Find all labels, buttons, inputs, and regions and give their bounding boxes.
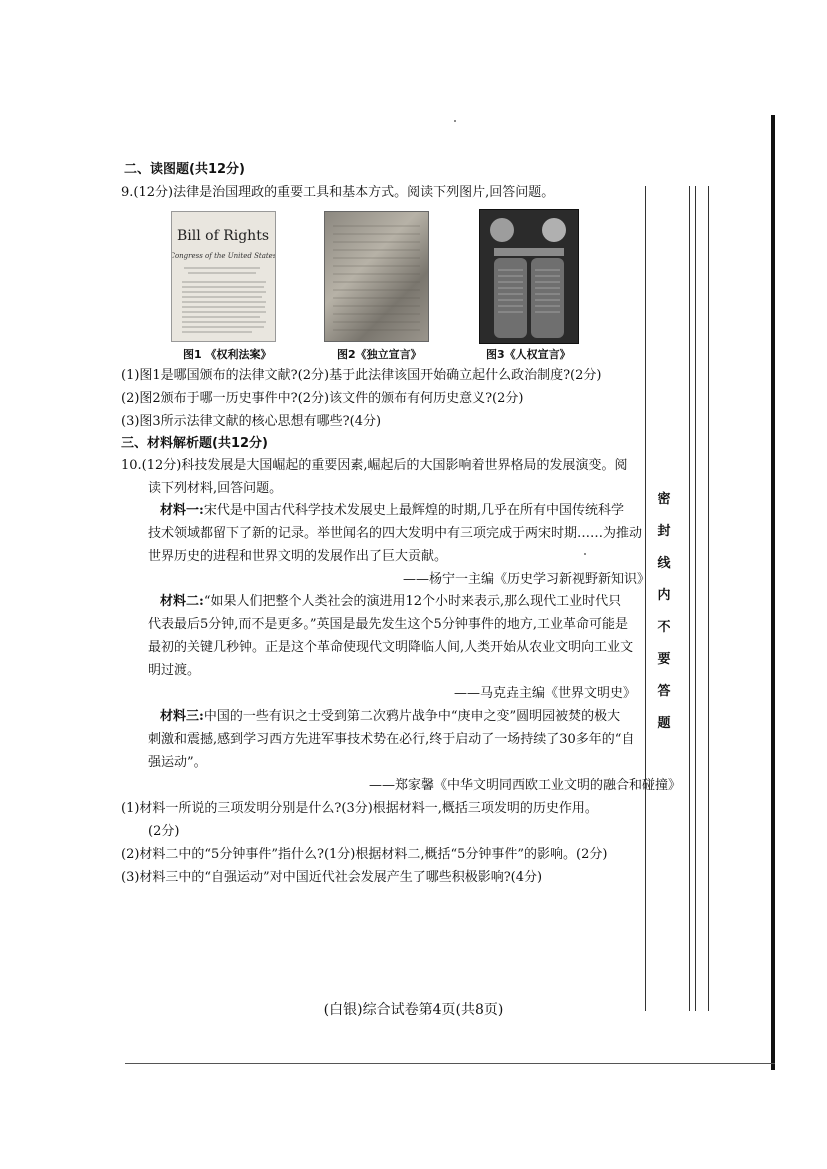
material-text: 宋代是中国古代科学技术发展史上最辉煌的时期,几乎在所有中国传统科学 xyxy=(203,503,624,518)
question-intro: 9.(12分)法律是治国理政的重要工具和基本方式。阅读下列图片,回答问题。 xyxy=(121,185,555,200)
sub-question: (2)图2颁布于哪一历史事件中?(2分)该文件的颁布有何历史意义?(2分) xyxy=(121,391,524,406)
sub-question: (3)图3所示法律文献的核心思想有哪些?(4分) xyxy=(121,414,382,429)
image-title-text: Bill of Rights xyxy=(176,228,270,244)
seal-line-notice xyxy=(649,493,679,749)
section-heading: 三、材料解析题(共12分) xyxy=(121,436,268,451)
seal-char: 密 xyxy=(657,492,671,507)
question-intro: 10.(12分)科技发展是大国崛起的重要因素,崛起后的大国影响着世界格局的发展演变。阅 xyxy=(121,458,628,473)
seal-char: 线 xyxy=(657,556,671,571)
bill-of-rights-image xyxy=(171,211,276,342)
seal-char: 内 xyxy=(657,588,671,603)
material-2 xyxy=(160,594,621,610)
material-text: 明过渡。 xyxy=(148,663,201,678)
rights-of-man-image xyxy=(479,209,579,344)
material-1 xyxy=(160,503,624,519)
seal-char: 答 xyxy=(657,684,671,699)
material-text: 代表最后5分钟,而不是更多。”英国是最先发生这个5分钟事件的地方,工业革命可能是 xyxy=(148,617,628,632)
material-text: 世界历史的进程和世界文明的发展作出了巨大贡献。 xyxy=(148,549,448,564)
material-text: 强运动”。 xyxy=(148,755,207,770)
section-heading: 二、读图题(共12分) xyxy=(124,162,245,177)
material-3 xyxy=(160,709,620,725)
seal-char: 要 xyxy=(657,652,671,667)
image-subtitle-text: Congress of the United States xyxy=(172,252,275,260)
material-text: “如果人们把整个人类社会的演进用12个小时来表示,那么现代工业时代只 xyxy=(203,594,622,609)
figure-caption: 图3《人权宣言》 xyxy=(486,348,571,361)
material-label: 材料三: xyxy=(160,709,204,724)
sub-question: (3)材料三中的“自强运动”对中国近代社会发展产生了哪些积极影响?(4分) xyxy=(121,870,543,885)
sub-question: (2分) xyxy=(148,824,180,839)
sub-question: (2)材料二中的“5分钟事件”指什么?(1分)根据材料二,概括“5分钟事件”的影响。(2分) xyxy=(121,847,608,862)
scan-speck xyxy=(584,553,586,555)
material-source: ——马克垚主编《世界文明史》 xyxy=(454,686,637,701)
material-source: ——杨宁一主编《历史学习新视野新知识》 xyxy=(403,572,651,587)
material-text: 技术领域都留下了新的记录。举世闻名的四大发明中有三项完成于两宋时期……为推动 xyxy=(148,526,643,541)
bottom-rule xyxy=(125,1063,775,1064)
material-source: ——郑家馨《中华文明同西欧工业文明的融合和碰撞》 xyxy=(369,778,682,793)
material-text: 中国的一些有识之士受到第二次鸦片战争中“庚申之变”圆明园被焚的极大 xyxy=(203,709,621,724)
seal-char: 封 xyxy=(657,524,671,539)
sub-question: (1)图1是哪国颁布的法律文献?(2分)基于此法律该国开始确立起什么政治制度?(2分) xyxy=(121,368,602,383)
sub-question: (1)材料一所说的三项发明分别是什么?(3分)根据材料一,概括三项发明的历史作用。 xyxy=(121,801,598,816)
figure-caption: 图2《独立宣言》 xyxy=(337,348,422,361)
material-label: 材料二: xyxy=(160,594,204,609)
seal-char: 题 xyxy=(657,716,671,731)
material-text: 最初的关键几秒钟。正是这个革命使现代文明降临人间,人类开始从农业文明向工业文 xyxy=(148,640,634,655)
page-edge-rule xyxy=(771,115,775,1070)
scan-speck xyxy=(454,120,456,122)
seal-char: 不 xyxy=(657,620,671,635)
question-intro: 读下列材料,回答问题。 xyxy=(148,481,283,496)
material-text: 刺激和震撼,感到学习西方先进军事技术势在必行,终于启动了一场持续了30多年的“自 xyxy=(148,732,635,747)
material-label: 材料一: xyxy=(160,503,204,518)
page-footer: (白银)综合试卷第4页(共8页) xyxy=(323,1002,504,1018)
figure-caption: 图1 《权利法案》 xyxy=(183,348,272,361)
declaration-of-independence-image xyxy=(324,211,429,342)
